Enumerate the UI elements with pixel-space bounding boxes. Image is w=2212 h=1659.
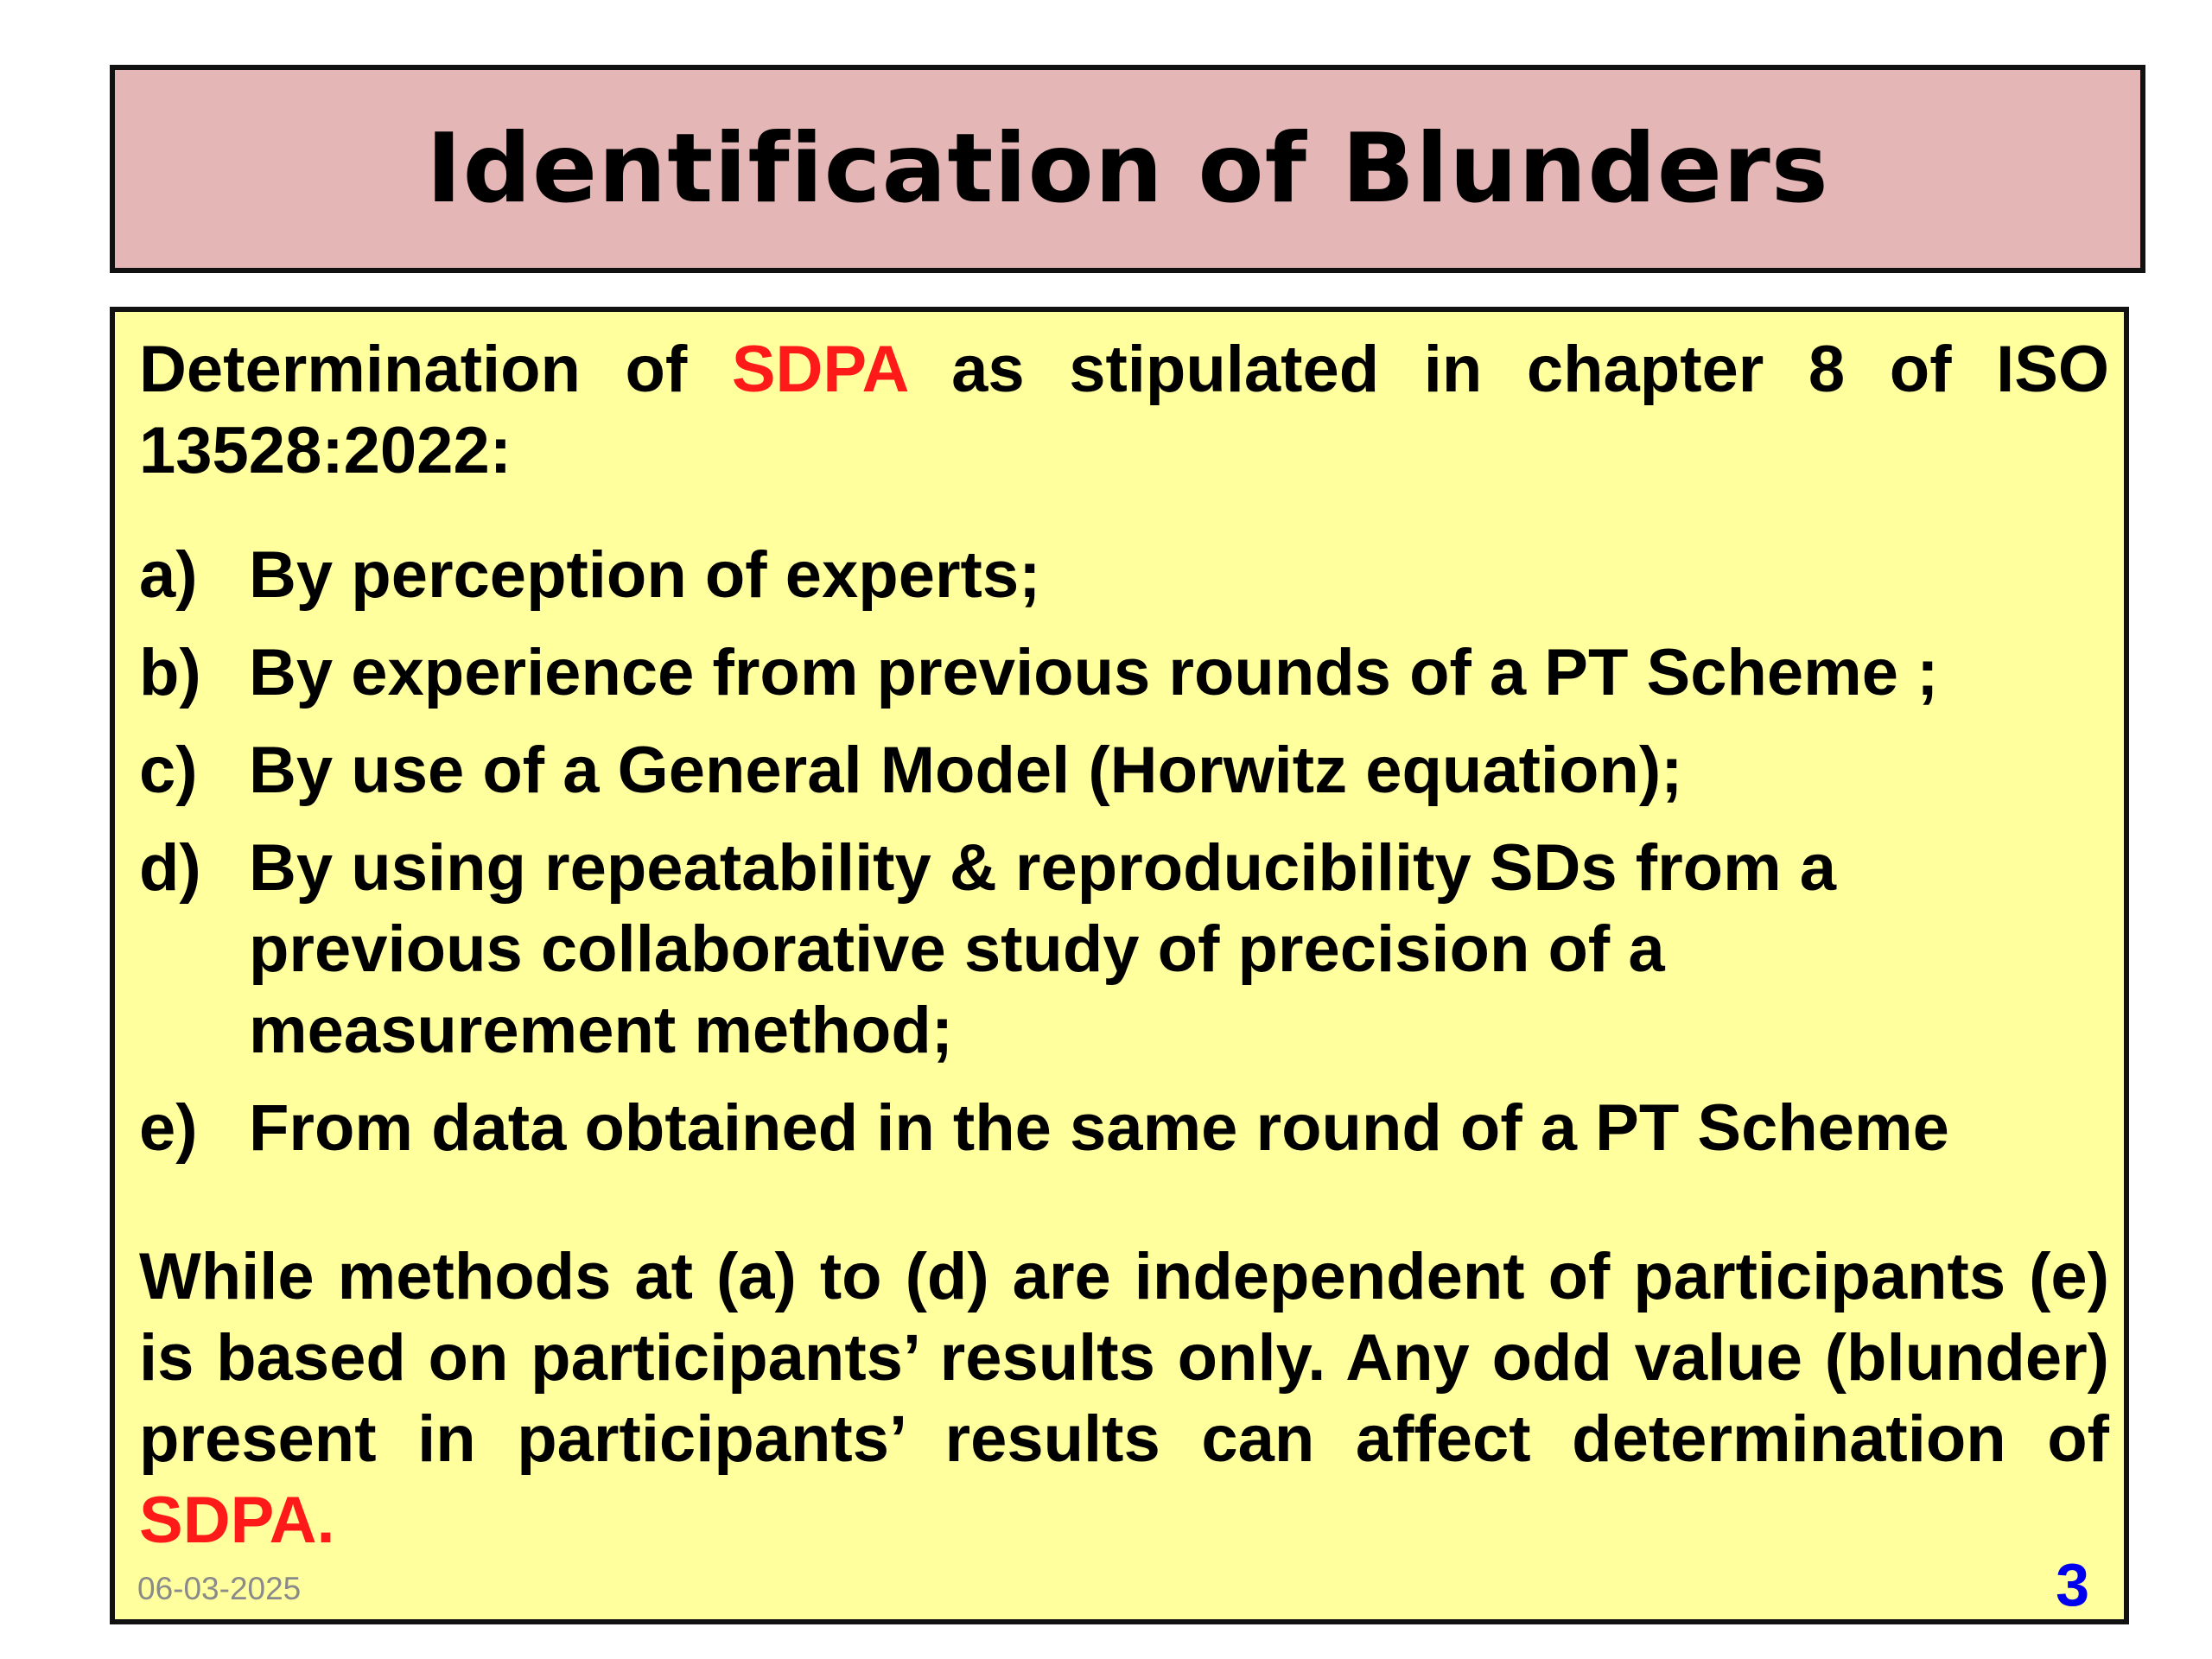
methods-list (139, 535, 2109, 1185)
list-item (139, 632, 2109, 714)
list-item (139, 730, 2109, 811)
title-banner (110, 65, 2145, 273)
list-item-text: By experience from previous rounds of a PT Scheme ; (249, 636, 1939, 709)
intro-highlight-sdpa: SDPA (731, 333, 907, 406)
list-item-text: By use of a General Model (Horwitz equation); (249, 734, 1683, 807)
intro-text-end: as stipulated in chapter 8 of ISO 13528:2022: (139, 333, 2110, 487)
list-marker: c) (139, 734, 198, 807)
list-item-text: By using repeatability & reproducibility SDs from a previous collaborative study of precision of a measurement method; (249, 831, 1837, 1067)
intro-paragraph (139, 329, 2109, 492)
conclusion-paragraph (139, 1236, 2109, 1561)
list-item-text: From data obtained in the same round of a PT Scheme (249, 1091, 1949, 1165)
list-item (139, 1088, 2109, 1169)
footer-date: 06-03-2025 (137, 1571, 302, 1606)
conclusion-highlight-sdpa: SDPA. (139, 1484, 335, 1557)
list-item-text: By perception of experts; (249, 538, 1041, 612)
page-number: 3 (2056, 1551, 2089, 1618)
content-panel (110, 307, 2129, 1624)
list-item (139, 535, 2109, 616)
intro-text-start: Determination of (139, 333, 732, 406)
list-marker: d) (139, 831, 201, 905)
conclusion-text: While methods at (a) to (d) are independent of participants (e) is based on participants’ results only. Any odd value (blunder) present in participants’ results can affect determination of (139, 1240, 2109, 1476)
list-marker: b) (139, 636, 201, 709)
list-marker: a) (139, 538, 198, 612)
slide-title: Identification of Blunders (426, 113, 1829, 225)
list-item (139, 828, 2109, 1071)
list-marker: e) (139, 1091, 198, 1165)
